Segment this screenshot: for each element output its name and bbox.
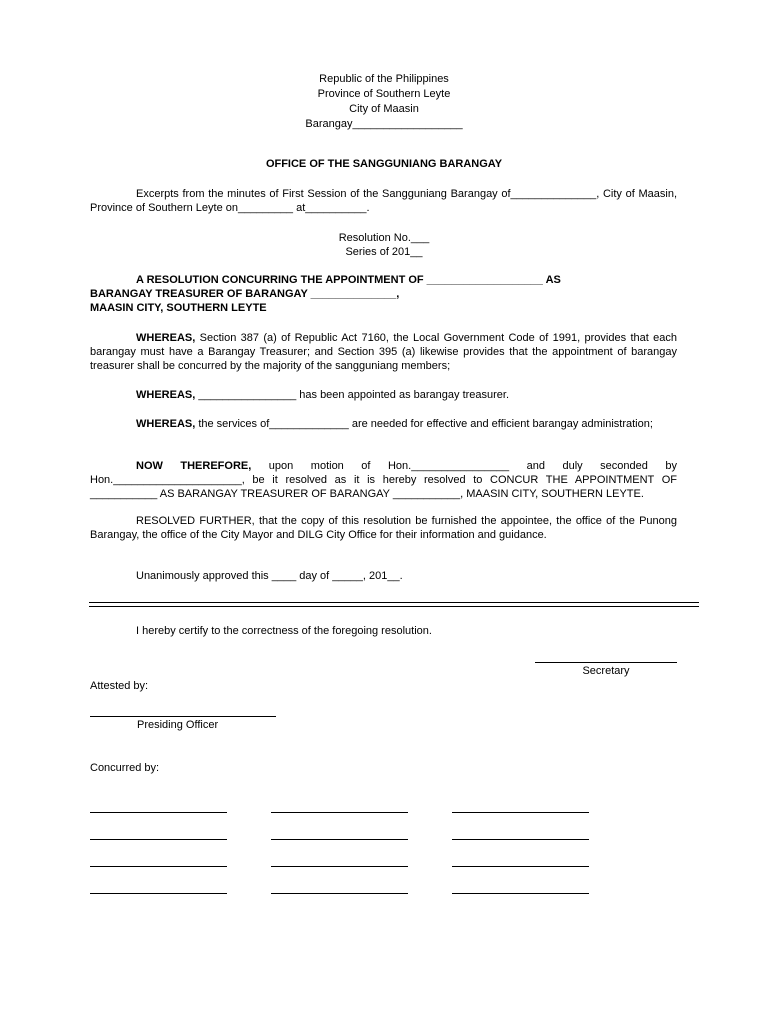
whereas-body-3: the services of_____________ are needed for effective and efficient barangay administration;	[195, 418, 653, 430]
document-header	[0, 72, 768, 132]
concur-signature-line	[271, 839, 408, 840]
concur-signature-line	[90, 839, 227, 840]
whereas-lead-2: WHEREAS,	[136, 389, 196, 401]
attested-label: Attested by:	[90, 680, 149, 692]
resolution-title-line2: BARANGAY TREASURER OF BARANGAY ______________,	[90, 288, 400, 300]
resolution-number: Resolution No.___	[338, 232, 430, 244]
header-city: City of Maasin	[349, 103, 419, 115]
concur-signature-line	[271, 812, 408, 813]
presiding-officer-label: Presiding Officer	[137, 719, 219, 731]
header-province: Province of Southern Leyte	[317, 88, 451, 100]
concur-signature-line	[452, 866, 589, 867]
concur-signature-line	[452, 893, 589, 894]
divider-rule-bottom	[89, 606, 699, 607]
secretary-signature-line	[535, 662, 677, 663]
concur-signature-line	[271, 893, 408, 894]
office-title: OFFICE OF THE SANGGUNIANG BARANGAY	[265, 158, 503, 170]
resolution-title-line1: A RESOLUTION CONCURRING THE APPOINTMENT OF ___________________ AS	[136, 274, 561, 286]
concur-signature-line	[90, 893, 227, 894]
excerpts-paragraph: Excerpts from the minutes of First Session of the Sangguniang Barangay of______________, City of Maasin, Province of Southern Leyte on_________ at__________.	[90, 188, 677, 214]
whereas-body-1: Section 387 (a) of Republic Act 7160, the Local Government Code of 1991, provides that each barangay must have a Barangay Treasurer; and Section 395 (a) likewise provides that the appointment of barangay treasurer shall be concurred by the majority of the sangguniang members;	[90, 332, 677, 372]
secretary-label: Secretary	[582, 665, 630, 677]
whereas-paragraph-2	[90, 388, 677, 402]
header-barangay: Barangay__________________	[305, 118, 463, 130]
whereas-body-2: ________________ has been appointed as barangay treasurer.	[195, 389, 510, 401]
concur-signature-line	[90, 812, 227, 813]
resolution-title	[90, 273, 677, 315]
concur-signature-line	[452, 839, 589, 840]
resolution-title-line3: MAASIN CITY, SOUTHERN LEYTE	[90, 302, 267, 314]
resolution-number-block	[0, 231, 768, 259]
whereas-paragraph-1	[90, 331, 677, 373]
whereas-lead-1: WHEREAS,	[136, 332, 196, 344]
now-therefore-body: upon motion of Hon.________________ and duly seconded by Hon._____________________, be it resolved as it is hereby resolved to CONCUR THE APPOINTMENT OF ___________ AS BARANGAY TREASURER OF BARANGAY ___________, MAASIN CITY, SOUTHERN LEYTE.	[90, 460, 677, 500]
concur-signature-line	[452, 812, 589, 813]
now-therefore-lead: NOW THEREFORE,	[136, 460, 252, 472]
certify-statement: I hereby certify to the correctness of the foregoing resolution.	[136, 625, 432, 637]
approved-line: Unanimously approved this ____ day of _____, 201__.	[136, 570, 403, 582]
now-therefore-paragraph	[90, 459, 677, 501]
whereas-lead-3: WHEREAS,	[136, 418, 196, 430]
header-republic: Republic of the Philippines	[319, 73, 449, 85]
concur-signature-line	[271, 866, 408, 867]
resolved-further-paragraph: RESOLVED FURTHER, that the copy of this resolution be furnished the appointee, the office of the Punong Barangay, the office of the City Mayor and DILG City Office for their information and guidance.	[90, 515, 677, 541]
concur-signature-line	[90, 866, 227, 867]
resolution-series: Series of 201__	[345, 246, 423, 258]
presiding-signature-line	[90, 716, 276, 717]
divider-rule-top	[89, 602, 699, 603]
concurred-label: Concurred by:	[90, 762, 160, 774]
whereas-paragraph-3	[90, 417, 677, 431]
